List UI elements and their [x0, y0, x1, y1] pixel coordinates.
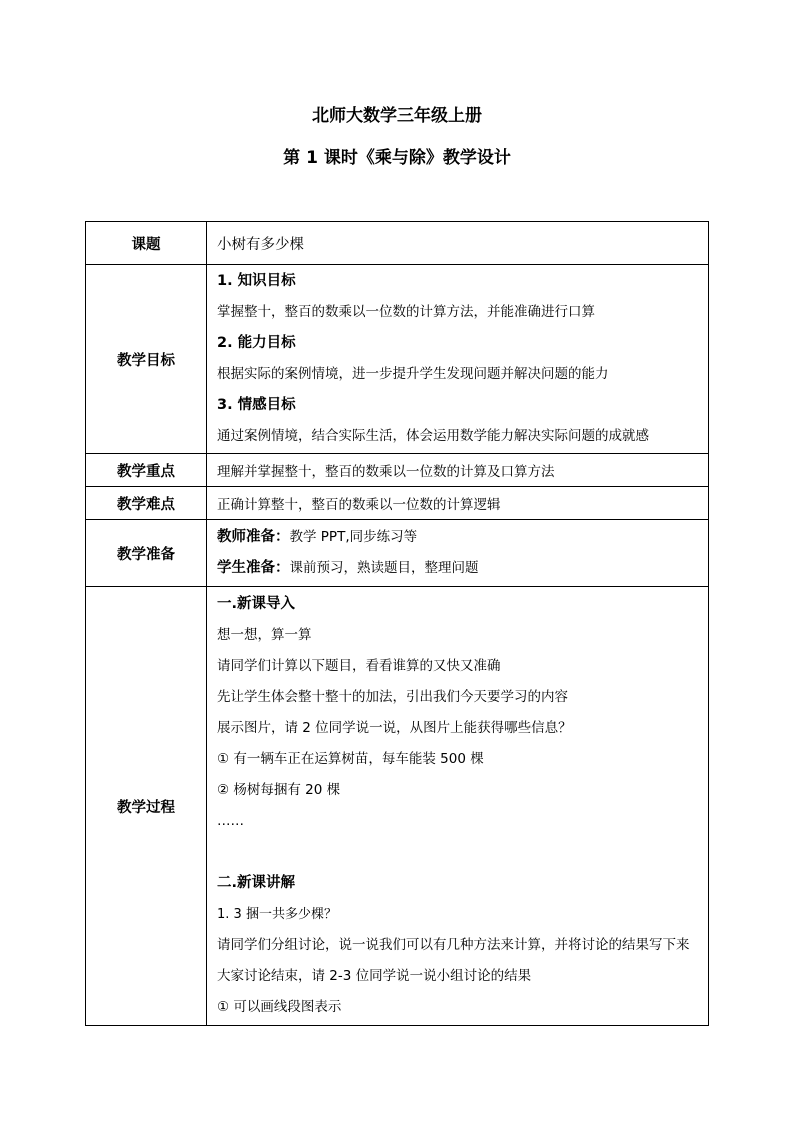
- lesson-plan-table: [85, 221, 709, 1026]
- preparation-row: [86, 520, 709, 587]
- teacher-preparation-value: 教学 PPT,同步练习等: [289, 529, 418, 545]
- preparation-label: 教学准备: [86, 520, 207, 587]
- objective-text-knowledge: 掌握整十，整百的数乘以一位数的计算方法，并能准确进行口算: [217, 304, 595, 320]
- student-preparation: [217, 553, 708, 584]
- teacher-preparation: [217, 522, 708, 553]
- teacher-preparation-label: 教师准备：: [217, 529, 290, 545]
- key-points-label: 教学重点: [86, 454, 207, 487]
- process-content: [207, 587, 709, 1026]
- objectives-label: 教学目标: [86, 265, 207, 454]
- process-label: 教学过程: [86, 587, 207, 1026]
- document-subtitle: 第 1 课时《乘与除》教学设计: [283, 148, 511, 168]
- topic-text: 小树有多少棵: [217, 236, 304, 253]
- key-points-row: [86, 454, 709, 487]
- preparation-content: [207, 520, 709, 587]
- key-points-value: 理解并掌握整十，整百的数乘以一位数的计算及口算方法: [207, 454, 709, 487]
- intro-line: 想一想，算一算: [217, 627, 312, 643]
- spacer: [217, 837, 708, 868]
- explanation-line: 大家讨论结束，请 2-3 位同学说一说小组讨论的结果: [217, 968, 532, 984]
- objective-heading-ability: 2. 能力目标: [217, 335, 296, 351]
- topic-row: [86, 222, 709, 265]
- difficulties-row: [86, 487, 709, 520]
- student-preparation-value: 课前预习，熟读题目，整理问题: [289, 560, 479, 576]
- objective-heading-emotion: 3. 情感目标: [217, 397, 296, 413]
- explanation-line: 请同学们分组讨论，说一说我们可以有几种方法来计算，并将讨论的结果写下来: [217, 937, 690, 953]
- intro-line: ② 杨树每捆有 20 棵: [217, 782, 341, 798]
- student-preparation-label: 学生准备：: [217, 560, 290, 576]
- objective-text-ability: 根据实际的案例情境，进一步提升学生发现问题并解决问题的能力: [217, 366, 609, 382]
- topic-label: 课题: [86, 222, 207, 265]
- section-new-lesson-explanation-title: 二.新课讲解: [217, 875, 296, 891]
- explanation-line: ① 可以画线段图表示: [217, 999, 342, 1015]
- intro-ellipsis: ……: [217, 813, 244, 829]
- difficulties-value: 正确计算整十，整百的数乘以一位数的计算逻辑: [207, 487, 709, 520]
- intro-line: 展示图片，请 2 位同学说一说，从图片上能获得哪些信息？: [217, 720, 572, 736]
- objectives-content: [207, 265, 709, 454]
- objective-text-emotion: 通过案例情境，结合实际生活，体会运用数学能力解决实际问题的成就感: [217, 428, 649, 444]
- intro-line: 先让学生体会整十整十的加法，引出我们今天要学习的内容: [217, 689, 568, 705]
- topic-value: [207, 222, 709, 265]
- section-new-lesson-intro-title: 一.新课导入: [217, 596, 296, 612]
- difficulties-label: 教学难点: [86, 487, 207, 520]
- process-row: [86, 587, 709, 1026]
- intro-line: 请同学们计算以下题目，看看谁算的又快又准确: [217, 658, 501, 674]
- document-title: 北师大数学三年级上册: [312, 106, 482, 126]
- objective-heading-knowledge: 1. 知识目标: [217, 273, 296, 289]
- intro-line: ① 有一辆车正在运算树苗，每车能装 500 棵: [217, 751, 484, 767]
- objectives-row: [86, 265, 709, 454]
- explanation-line: 1. 3 捆一共多少棵？: [217, 907, 337, 922]
